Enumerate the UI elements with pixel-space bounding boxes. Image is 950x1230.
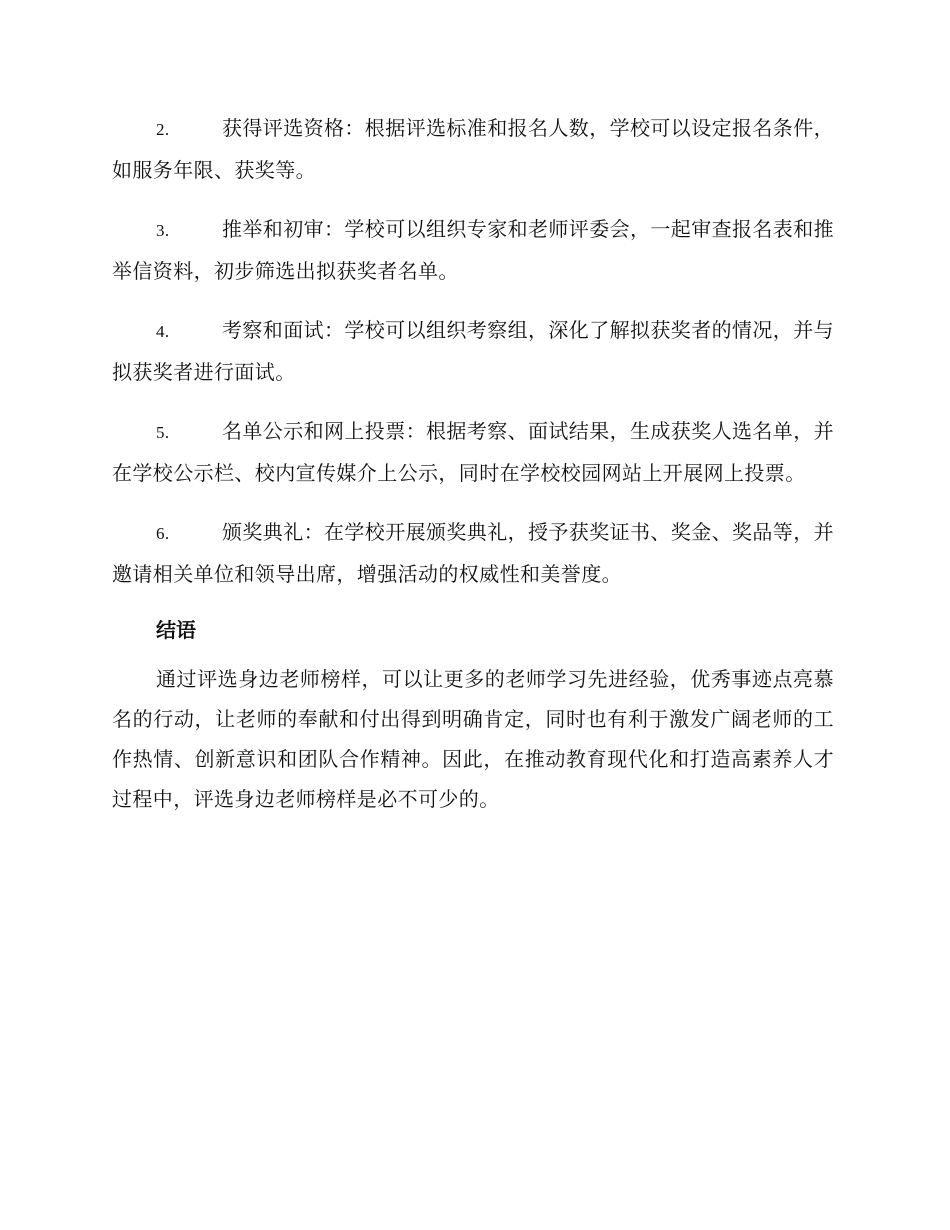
list-item-text: 名单公示和网上投票：根据考察、面试结果，生成获奖人选名单，并在学校公示栏、校内宣传媒介上公示，同时在学校校园网站上开展网上投票。: [112, 419, 834, 485]
list-item-text: 考察和面试：学校可以组织考察组，深化了解拟获奖者的情况，并与拟获奖者进行面试。: [112, 318, 834, 384]
conclusion-paragraph: 通过评选身边老师榜样，可以让更多的老师学习先进经验，优秀事迹点亮慕名的行动，让老师的奉献和付出得到明确肯定，同时也有利于激发广阔老师的工作热情、创新意识和团队合作精神。因此，在推动教育现代化和打造高素养人才过程中，评选身边老师榜样是必不可少的。: [112, 667, 834, 811]
list-item-text: 获得评选资格：根据评选标准和报名人数，学校可以设定报名条件，如服务年限、获奖等。: [112, 116, 834, 182]
list-item-number: 5.: [156, 423, 170, 442]
list-item-number: 3.: [156, 221, 170, 240]
list-item-number: 4.: [156, 322, 170, 341]
section-heading: 结语: [156, 618, 196, 642]
list-item: [112, 108, 834, 190]
list-item-number: 6.: [156, 524, 170, 543]
list-item: [112, 310, 834, 392]
list-item-text: 推举和初审：学校可以组织专家和老师评委会，一起审查报名表和推举信资料，初步筛选出拟获奖者名单。: [112, 217, 834, 283]
list-item: [112, 411, 834, 493]
list-item: [112, 209, 834, 291]
list-item: [112, 512, 834, 594]
list-item-number: 2.: [156, 120, 170, 139]
list-item-text: 颁奖典礼：在学校开展颁奖典礼，授予获奖证书、奖金、奖品等，并邀请相关单位和领导出席，增强活动的权威性和美誉度。: [112, 520, 834, 586]
document-body: [112, 108, 834, 819]
